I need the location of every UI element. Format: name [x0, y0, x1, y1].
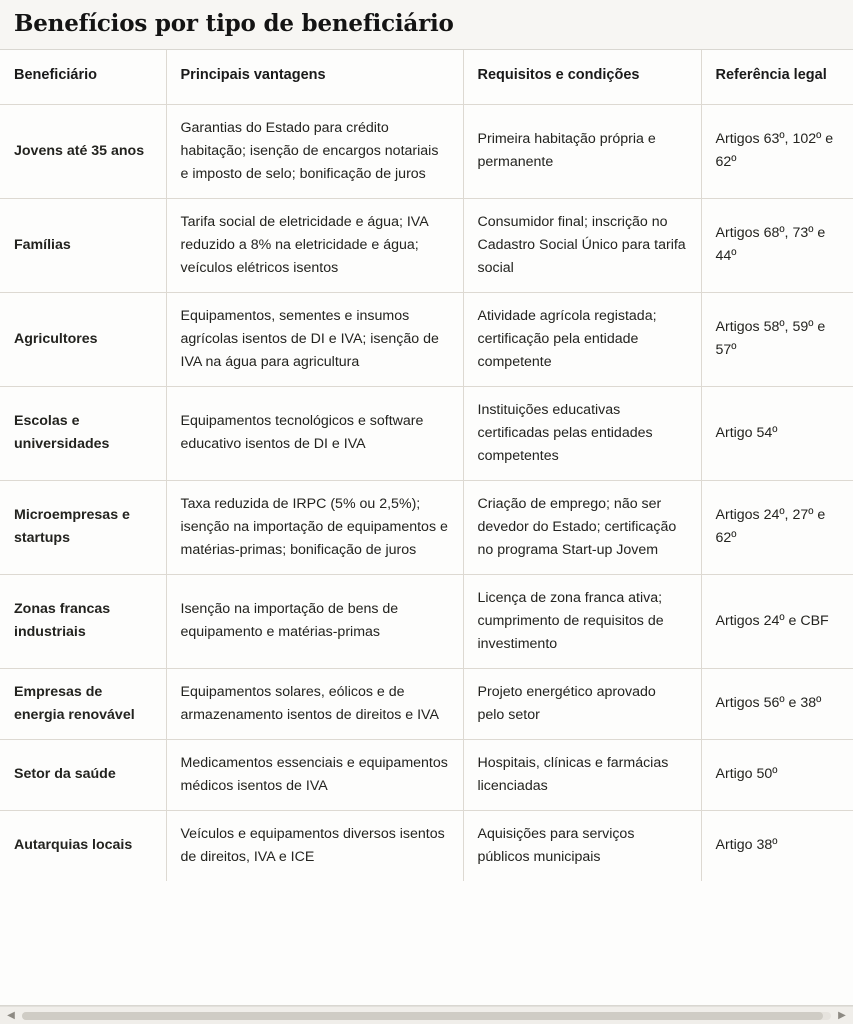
cell-requisitos: Consumidor final; inscrição no Cadastro Social Único para tarifa social: [463, 198, 701, 292]
cell-requisitos: Aquisições para serviços públicos municipais: [463, 810, 701, 881]
cell-vantagens: Taxa reduzida de IRPC (5% ou 2,5%); isenção na importação de equipamentos e matérias-primas; bonificação de juros: [166, 480, 463, 574]
cell-referencia: Artigo 54º: [701, 386, 853, 480]
horizontal-scrollbar[interactable]: [0, 1006, 853, 1024]
cell-beneficiario: Setor da saúde: [0, 739, 166, 810]
cell-beneficiario: Microempresas e startups: [0, 480, 166, 574]
scrollbar-thumb[interactable]: [22, 1012, 823, 1020]
cell-referencia: Artigos 58º, 59º e 57º: [701, 292, 853, 386]
cell-beneficiario: Zonas francas industriais: [0, 574, 166, 668]
cell-requisitos: Projeto energético aprovado pelo setor: [463, 668, 701, 739]
table-header: [0, 50, 853, 104]
cell-vantagens: Tarifa social de eletricidade e água; IVA reduzido a 8% na eletricidade e água; veículos elétricos isentos: [166, 198, 463, 292]
table-row: [0, 292, 853, 386]
cell-vantagens: Veículos e equipamentos diversos isentos de direitos, IVA e ICE: [166, 810, 463, 881]
benefits-table: [0, 50, 853, 881]
column-header-requisitos: Requisitos e condições: [463, 50, 701, 104]
table-body: [0, 104, 853, 881]
cell-requisitos: Criação de emprego; não ser devedor do Estado; certificação no programa Start-up Jovem: [463, 480, 701, 574]
scroll-right-arrow-icon[interactable]: ▶: [838, 1009, 846, 1021]
table-scroll-container[interactable]: [0, 49, 853, 1006]
column-header-referencia: Referência legal: [701, 50, 853, 104]
cell-vantagens: Equipamentos, sementes e insumos agrícolas isentos de DI e IVA; isenção de IVA na água para agricultura: [166, 292, 463, 386]
cell-referencia: Artigo 50º: [701, 739, 853, 810]
page-title: Benefícios por tipo de beneficiário: [14, 10, 454, 37]
table-row: [0, 480, 853, 574]
cell-referencia: Artigos 24º, 27º e 62º: [701, 480, 853, 574]
table-row: [0, 810, 853, 881]
cell-beneficiario: Jovens até 35 anos: [0, 104, 166, 198]
table-row: [0, 386, 853, 480]
table-row: [0, 739, 853, 810]
cell-beneficiario: Autarquias locais: [0, 810, 166, 881]
cell-vantagens: Medicamentos essenciais e equipamentos médicos isentos de IVA: [166, 739, 463, 810]
table-row: [0, 198, 853, 292]
cell-referencia: Artigos 63º, 102º e 62º: [701, 104, 853, 198]
cell-vantagens: Equipamentos solares, eólicos e de armazenamento isentos de direitos e IVA: [166, 668, 463, 739]
column-header-beneficiario: Beneficiário: [0, 50, 166, 104]
cell-referencia: Artigos 68º, 73º e 44º: [701, 198, 853, 292]
cell-beneficiario: Empresas de energia renovável: [0, 668, 166, 739]
cell-beneficiario: Escolas e universidades: [0, 386, 166, 480]
cell-vantagens: Isenção na importação de bens de equipamento e matérias-primas: [166, 574, 463, 668]
cell-requisitos: Atividade agrícola registada; certificação pela entidade competente: [463, 292, 701, 386]
cell-referencia: Artigos 24º e CBF: [701, 574, 853, 668]
cell-requisitos: Hospitais, clínicas e farmácias licenciadas: [463, 739, 701, 810]
table-row: [0, 104, 853, 198]
cell-referencia: Artigos 56º e 38º: [701, 668, 853, 739]
cell-vantagens: Equipamentos tecnológicos e software educativo isentos de DI e IVA: [166, 386, 463, 480]
cell-referencia: Artigo 38º: [715, 837, 778, 854]
cell-vantagens: Garantias do Estado para crédito habitação; isenção de encargos notariais e imposto de selo; bonificação de juros: [166, 104, 463, 198]
cell-requisitos: Licença de zona franca ativa; cumprimento de requisitos de investimento: [463, 574, 701, 668]
table-row: [0, 574, 853, 668]
scrollbar-track[interactable]: [22, 1012, 831, 1020]
cell-requisitos: Instituições educativas certificadas pelas entidades competentes: [463, 386, 701, 480]
cell-beneficiario: Agricultores: [0, 292, 166, 386]
cell-beneficiario: Famílias: [0, 198, 166, 292]
cell-requisitos: Primeira habitação própria e permanente: [463, 104, 701, 198]
table-header-row: [0, 50, 853, 104]
column-header-vantagens: Principais vantagens: [166, 50, 463, 104]
scroll-left-arrow-icon[interactable]: ◀: [7, 1009, 15, 1021]
table-row: [0, 668, 853, 739]
